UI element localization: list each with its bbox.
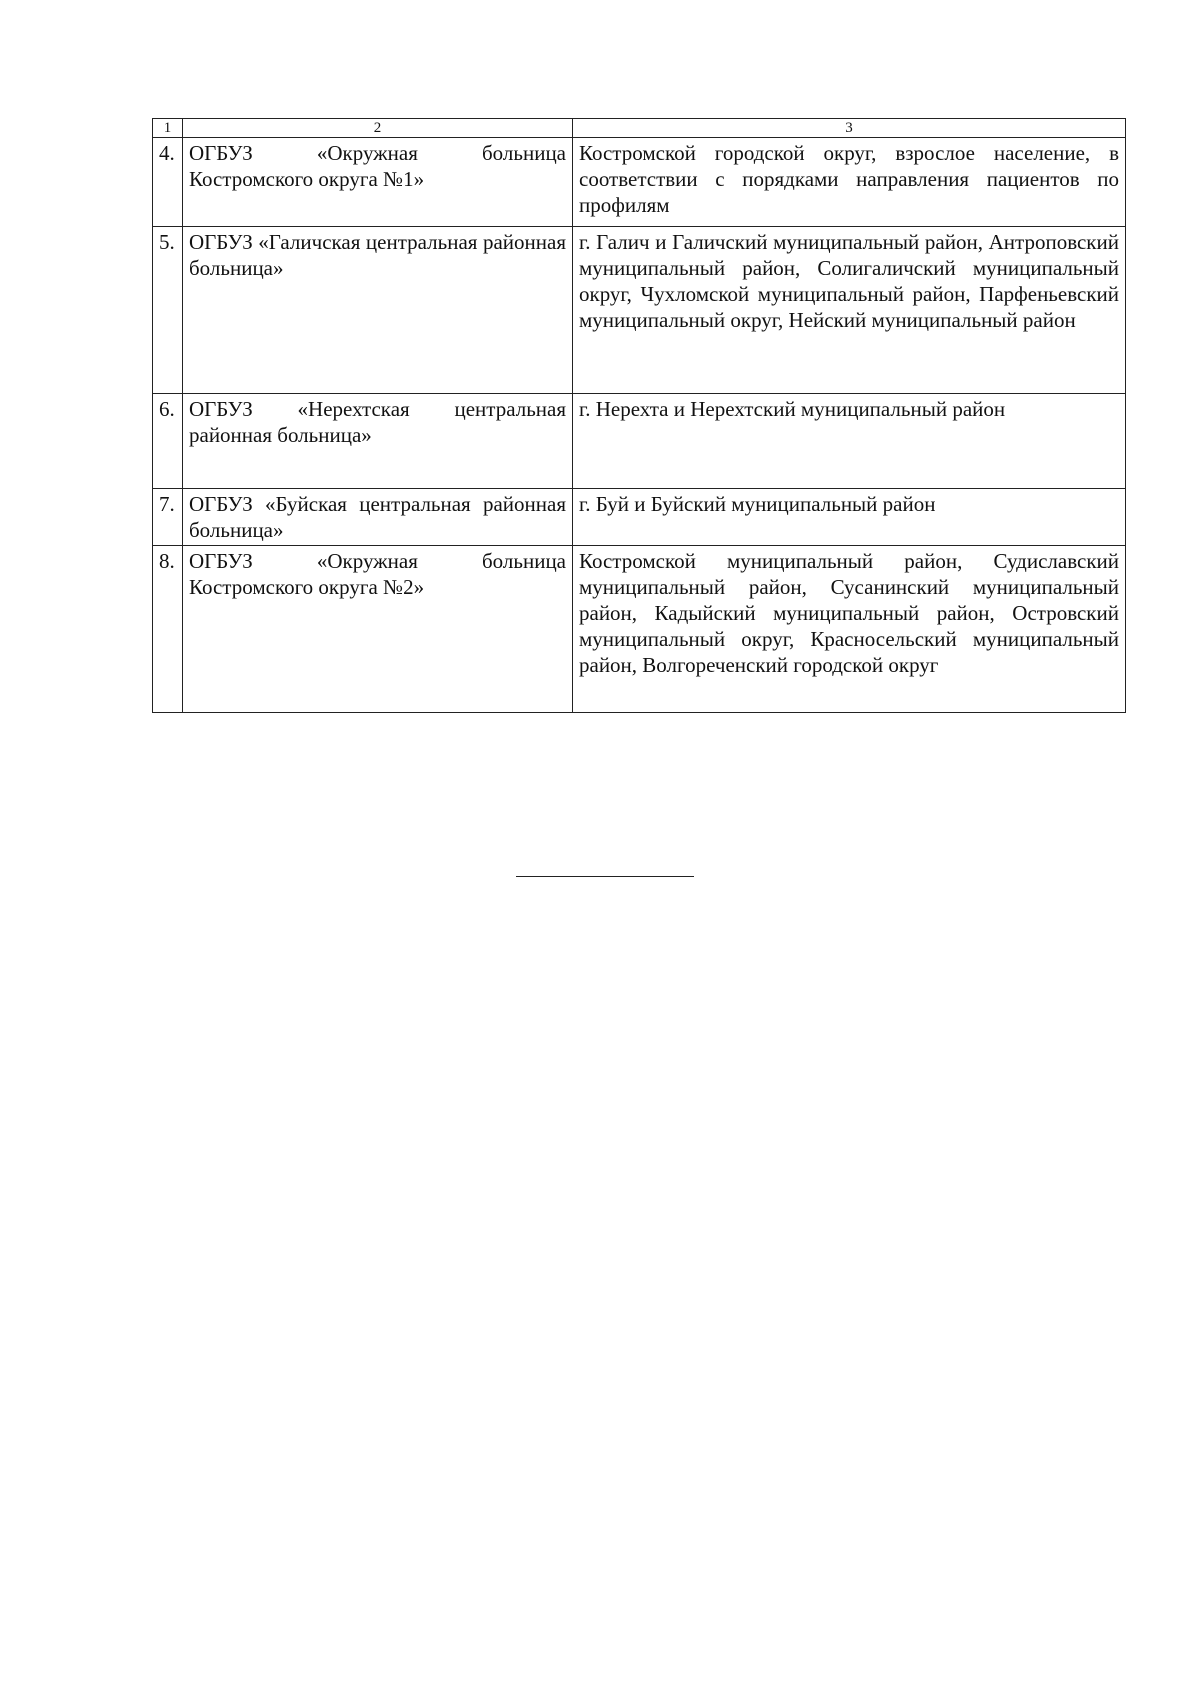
table-row <box>153 138 1126 227</box>
table-row <box>153 227 1126 394</box>
hospital-name: ОГБУЗ «Галичская центральная районная больница» <box>183 227 573 394</box>
table-row <box>153 489 1126 546</box>
end-of-document-rule <box>516 876 694 877</box>
row-number: 4. <box>153 138 183 227</box>
service-area: г. Нерехта и Нерехтский муниципальный район <box>573 394 1126 489</box>
hospital-assignment-table <box>152 118 1126 713</box>
row-number: 6. <box>153 394 183 489</box>
table-row <box>153 394 1126 489</box>
service-area: г. Галич и Галичский муниципальный район, Антроповский муниципальный район, Солигаличский муниципальный округ, Чухломской муниципальный район, Парфеньевский муниципальный округ, Нейский муниципальный район <box>573 227 1126 394</box>
table-row <box>153 546 1126 713</box>
hospital-name: ОГБУЗ «Окружная больница Костромского округа №2» <box>183 546 573 713</box>
hospital-name: ОГБУЗ «Окружная больница Костромского округа №1» <box>183 138 573 227</box>
row-number: 7. <box>153 489 183 546</box>
table-header <box>153 119 1126 138</box>
header-col-2: 2 <box>183 119 573 138</box>
service-area: г. Буй и Буйский муниципальный район <box>573 489 1126 546</box>
row-number: 8. <box>153 546 183 713</box>
hospital-name: ОГБУЗ «Нерехтская центральная районная больница» <box>183 394 573 489</box>
hospital-name: ОГБУЗ «Буйская центральная районная больница» <box>183 489 573 546</box>
header-col-1: 1 <box>153 119 183 138</box>
service-area: Костромской городской округ, взрослое население, в соответствии с порядками направления пациентов по профилям <box>573 138 1126 227</box>
row-number: 5. <box>153 227 183 394</box>
service-area: Костромской муниципальный район, Судиславский муниципальный район, Сусанинский муниципальный район, Кадыйский муниципальный район, Островский муниципальный округ, Красносельский муниципальный район, Волгореченский городской округ <box>573 546 1126 713</box>
header-col-3: 3 <box>573 119 1126 138</box>
